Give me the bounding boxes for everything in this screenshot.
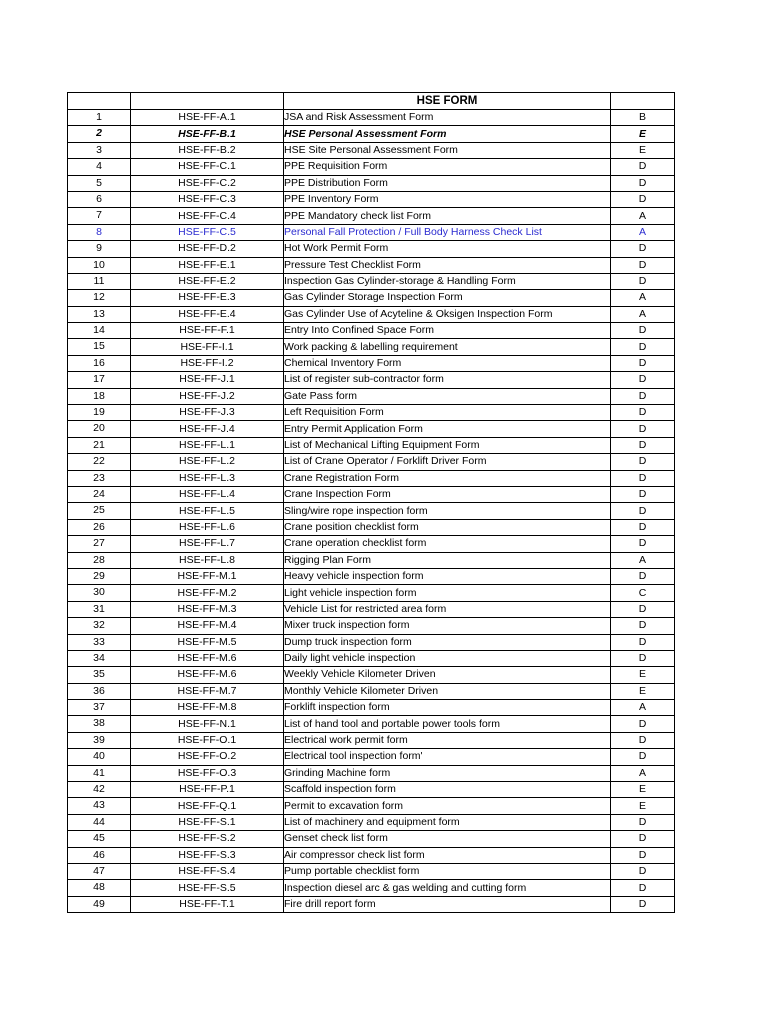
form-category: D — [611, 568, 675, 584]
table-row — [68, 388, 675, 404]
form-name: Genset check list form — [284, 831, 611, 847]
table-row — [68, 273, 675, 289]
form-name: Gate Pass form — [284, 388, 611, 404]
form-category: E — [611, 782, 675, 798]
form-code: HSE-FF-C.1 — [131, 159, 284, 175]
table-row — [68, 568, 675, 584]
table-row — [68, 175, 675, 191]
form-code: HSE-FF-L.2 — [131, 454, 284, 470]
row-number: 42 — [68, 782, 131, 798]
form-code: HSE-FF-L.3 — [131, 470, 284, 486]
form-code: HSE-FF-J.4 — [131, 421, 284, 437]
form-category: D — [611, 437, 675, 453]
form-category: D — [611, 749, 675, 765]
table-row — [68, 618, 675, 634]
form-code: HSE-FF-L.8 — [131, 552, 284, 568]
row-number: 21 — [68, 437, 131, 453]
form-category: D — [611, 519, 675, 535]
form-code: HSE-FF-I.2 — [131, 355, 284, 371]
row-number: 4 — [68, 159, 131, 175]
row-number: 10 — [68, 257, 131, 273]
form-code: HSE-FF-M.3 — [131, 601, 284, 617]
row-number: 16 — [68, 355, 131, 371]
form-category: E — [611, 126, 675, 142]
form-code: HSE-FF-Q.1 — [131, 798, 284, 814]
form-name: Pressure Test Checklist Form — [284, 257, 611, 273]
table-row — [68, 782, 675, 798]
form-category: D — [611, 388, 675, 404]
form-category: A — [611, 306, 675, 322]
form-code: HSE-FF-L.1 — [131, 437, 284, 453]
row-number: 43 — [68, 798, 131, 814]
form-category: D — [611, 863, 675, 879]
row-number: 17 — [68, 372, 131, 388]
table-row — [68, 486, 675, 502]
row-number: 32 — [68, 618, 131, 634]
form-code: HSE-FF-E.3 — [131, 290, 284, 306]
form-code: HSE-FF-S.5 — [131, 880, 284, 896]
form-name: Heavy vehicle inspection form — [284, 568, 611, 584]
form-category: E — [611, 798, 675, 814]
form-code: HSE-FF-B.2 — [131, 142, 284, 158]
table-row — [68, 519, 675, 535]
table-row — [68, 142, 675, 158]
row-number: 11 — [68, 273, 131, 289]
form-name: Electrical tool inspection form' — [284, 749, 611, 765]
row-number: 8 — [68, 224, 131, 240]
table-row — [68, 650, 675, 666]
table-row — [68, 749, 675, 765]
form-name: Crane position checklist form — [284, 519, 611, 535]
form-code: HSE-FF-T.1 — [131, 896, 284, 912]
row-number: 3 — [68, 142, 131, 158]
form-name: Entry Permit Application Form — [284, 421, 611, 437]
form-name: Gas Cylinder Storage Inspection Form — [284, 290, 611, 306]
row-number: 25 — [68, 503, 131, 519]
form-category: E — [611, 683, 675, 699]
form-code: HSE-FF-O.1 — [131, 732, 284, 748]
form-name: Daily light vehicle inspection — [284, 650, 611, 666]
form-code: HSE-FF-P.1 — [131, 782, 284, 798]
row-number: 14 — [68, 323, 131, 339]
form-category: D — [611, 159, 675, 175]
form-code: HSE-FF-C.4 — [131, 208, 284, 224]
table-row — [68, 732, 675, 748]
form-category: D — [611, 880, 675, 896]
form-code: HSE-FF-L.7 — [131, 536, 284, 552]
form-category: D — [611, 831, 675, 847]
table-row — [68, 667, 675, 683]
form-name: Pump portable checklist form — [284, 863, 611, 879]
row-number: 15 — [68, 339, 131, 355]
form-category: D — [611, 618, 675, 634]
row-number: 35 — [68, 667, 131, 683]
row-number: 28 — [68, 552, 131, 568]
row-number: 47 — [68, 863, 131, 879]
form-category: D — [611, 847, 675, 863]
form-category: D — [611, 650, 675, 666]
form-name: List of Mechanical Lifting Equipment Form — [284, 437, 611, 453]
table-row — [68, 585, 675, 601]
form-name: PPE Inventory Form — [284, 191, 611, 207]
form-name: List of Crane Operator / Forklift Driver Form — [284, 454, 611, 470]
form-name: Gas Cylinder Use of Acyteline & Oksigen Inspection Form — [284, 306, 611, 322]
row-number: 24 — [68, 486, 131, 502]
form-name: PPE Requisition Form — [284, 159, 611, 175]
form-category: D — [611, 405, 675, 421]
table-row — [68, 700, 675, 716]
table-row — [68, 552, 675, 568]
row-number: 6 — [68, 191, 131, 207]
form-code: HSE-FF-L.6 — [131, 519, 284, 535]
row-number: 5 — [68, 175, 131, 191]
form-code: HSE-FF-I.1 — [131, 339, 284, 355]
form-code: HSE-FF-O.3 — [131, 765, 284, 781]
row-number: 7 — [68, 208, 131, 224]
row-number: 31 — [68, 601, 131, 617]
form-name: Dump truck inspection form — [284, 634, 611, 650]
table-row — [68, 257, 675, 273]
form-category: D — [611, 454, 675, 470]
form-code: HSE-FF-S.3 — [131, 847, 284, 863]
form-name: PPE Mandatory check list Form — [284, 208, 611, 224]
form-category: D — [611, 634, 675, 650]
header-empty-code — [131, 93, 284, 110]
table-row — [68, 355, 675, 371]
form-category: D — [611, 503, 675, 519]
form-code: HSE-FF-M.1 — [131, 568, 284, 584]
form-category: D — [611, 241, 675, 257]
row-number: 44 — [68, 814, 131, 830]
form-name: Entry Into Confined Space Form — [284, 323, 611, 339]
form-code: HSE-FF-F.1 — [131, 323, 284, 339]
header-empty-category — [611, 93, 675, 110]
form-name: Hot Work Permit Form — [284, 241, 611, 257]
row-number: 36 — [68, 683, 131, 699]
form-name: Sling/wire rope inspection form — [284, 503, 611, 519]
form-category: D — [611, 191, 675, 207]
row-number: 45 — [68, 831, 131, 847]
table-row — [68, 290, 675, 306]
table-row — [68, 437, 675, 453]
form-code: HSE-FF-J.3 — [131, 405, 284, 421]
form-code: HSE-FF-D.2 — [131, 241, 284, 257]
form-code: HSE-FF-M.8 — [131, 700, 284, 716]
row-number: 40 — [68, 749, 131, 765]
form-name: Weekly Vehicle Kilometer Driven — [284, 667, 611, 683]
form-name: Crane Registration Form — [284, 470, 611, 486]
form-name: HSE Site Personal Assessment Form — [284, 142, 611, 158]
row-number: 30 — [68, 585, 131, 601]
row-number: 48 — [68, 880, 131, 896]
form-category: E — [611, 142, 675, 158]
form-name: Personal Fall Protection / Full Body Harness Check List — [284, 224, 611, 240]
form-category: D — [611, 175, 675, 191]
table-row — [68, 601, 675, 617]
form-code: HSE-FF-S.1 — [131, 814, 284, 830]
form-code: HSE-FF-E.4 — [131, 306, 284, 322]
table-row — [68, 241, 675, 257]
row-number: 1 — [68, 110, 131, 126]
row-number: 29 — [68, 568, 131, 584]
table-row — [68, 454, 675, 470]
form-code: HSE-FF-M.4 — [131, 618, 284, 634]
form-category: A — [611, 700, 675, 716]
table-row — [68, 765, 675, 781]
form-category: D — [611, 601, 675, 617]
form-name: Forklift inspection form — [284, 700, 611, 716]
form-name: PPE Distribution Form — [284, 175, 611, 191]
form-code: HSE-FF-C.3 — [131, 191, 284, 207]
form-name: Fire drill report form — [284, 896, 611, 912]
form-name: List of hand tool and portable power tools form — [284, 716, 611, 732]
row-number: 9 — [68, 241, 131, 257]
row-number: 26 — [68, 519, 131, 535]
hse-form-table — [67, 92, 675, 913]
row-number: 34 — [68, 650, 131, 666]
form-code: HSE-FF-L.5 — [131, 503, 284, 519]
form-name: Crane Inspection Form — [284, 486, 611, 502]
row-number: 37 — [68, 700, 131, 716]
table-row — [68, 208, 675, 224]
table-row — [68, 405, 675, 421]
table-header-row — [68, 93, 675, 110]
form-name: JSA and Risk Assessment Form — [284, 110, 611, 126]
form-name: Vehicle List for restricted area form — [284, 601, 611, 617]
form-category: A — [611, 290, 675, 306]
row-number: 49 — [68, 896, 131, 912]
form-name: Air compressor check list form — [284, 847, 611, 863]
row-number: 38 — [68, 716, 131, 732]
form-name: HSE Personal Assessment Form — [284, 126, 611, 142]
table-row — [68, 191, 675, 207]
form-category: D — [611, 716, 675, 732]
form-name: Monthly Vehicle Kilometer Driven — [284, 683, 611, 699]
row-number: 33 — [68, 634, 131, 650]
form-code: HSE-FF-M.7 — [131, 683, 284, 699]
table-row — [68, 716, 675, 732]
table-row — [68, 224, 675, 240]
form-category: D — [611, 896, 675, 912]
table-row — [68, 339, 675, 355]
table-row — [68, 831, 675, 847]
form-category: A — [611, 552, 675, 568]
header-empty-no — [68, 93, 131, 110]
form-code: HSE-FF-E.1 — [131, 257, 284, 273]
form-name: Work packing & labelling requirement — [284, 339, 611, 355]
form-category: D — [611, 470, 675, 486]
table-row — [68, 372, 675, 388]
row-number: 18 — [68, 388, 131, 404]
form-code: HSE-FF-B.1 — [131, 126, 284, 142]
form-code: HSE-FF-O.2 — [131, 749, 284, 765]
form-category: D — [611, 421, 675, 437]
form-category: D — [611, 355, 675, 371]
form-name: Rigging Plan Form — [284, 552, 611, 568]
form-code: HSE-FF-A.1 — [131, 110, 284, 126]
form-category: D — [611, 814, 675, 830]
row-number: 41 — [68, 765, 131, 781]
form-category: D — [611, 372, 675, 388]
form-code: HSE-FF-C.2 — [131, 175, 284, 191]
form-code: HSE-FF-M.5 — [131, 634, 284, 650]
form-code: HSE-FF-M.6 — [131, 650, 284, 666]
row-number: 13 — [68, 306, 131, 322]
form-category: D — [611, 732, 675, 748]
table-title: HSE FORM — [284, 93, 611, 110]
form-code: HSE-FF-E.2 — [131, 273, 284, 289]
form-code: HSE-FF-M.2 — [131, 585, 284, 601]
form-category: D — [611, 536, 675, 552]
table-row — [68, 683, 675, 699]
table-row — [68, 863, 675, 879]
row-number: 22 — [68, 454, 131, 470]
table-row — [68, 536, 675, 552]
table-row — [68, 503, 675, 519]
form-category: D — [611, 486, 675, 502]
form-name: Chemical Inventory Form — [284, 355, 611, 371]
form-code: HSE-FF-N.1 — [131, 716, 284, 732]
row-number: 12 — [68, 290, 131, 306]
table-row — [68, 880, 675, 896]
table-row — [68, 323, 675, 339]
form-code: HSE-FF-S.4 — [131, 863, 284, 879]
form-name: Mixer truck inspection form — [284, 618, 611, 634]
row-number: 20 — [68, 421, 131, 437]
row-number: 23 — [68, 470, 131, 486]
row-number: 2 — [68, 126, 131, 142]
form-code: HSE-FF-C.5 — [131, 224, 284, 240]
form-name: Light vehicle inspection form — [284, 585, 611, 601]
form-name: Scaffold inspection form — [284, 782, 611, 798]
form-name: Grinding Machine form — [284, 765, 611, 781]
form-name: Permit to excavation form — [284, 798, 611, 814]
form-category: D — [611, 323, 675, 339]
form-code: HSE-FF-L.4 — [131, 486, 284, 502]
form-name: List of machinery and equipment form — [284, 814, 611, 830]
table-row — [68, 847, 675, 863]
row-number: 27 — [68, 536, 131, 552]
row-number: 19 — [68, 405, 131, 421]
table-row — [68, 126, 675, 142]
form-category: E — [611, 667, 675, 683]
table-row — [68, 470, 675, 486]
table-body — [68, 110, 675, 913]
table-row — [68, 159, 675, 175]
form-name: Left Requisition Form — [284, 405, 611, 421]
table-row — [68, 634, 675, 650]
form-category: D — [611, 339, 675, 355]
form-code: HSE-FF-M.6 — [131, 667, 284, 683]
row-number: 46 — [68, 847, 131, 863]
form-name: List of register sub-contractor form — [284, 372, 611, 388]
form-category: D — [611, 273, 675, 289]
table-row — [68, 896, 675, 912]
form-category: C — [611, 585, 675, 601]
table-row — [68, 110, 675, 126]
form-category: B — [611, 110, 675, 126]
form-code: HSE-FF-J.2 — [131, 388, 284, 404]
form-category: A — [611, 224, 675, 240]
row-number: 39 — [68, 732, 131, 748]
form-category: A — [611, 765, 675, 781]
form-name: Inspection Gas Cylinder-storage & Handling Form — [284, 273, 611, 289]
form-category: A — [611, 208, 675, 224]
form-code: HSE-FF-J.1 — [131, 372, 284, 388]
form-name: Crane operation checklist form — [284, 536, 611, 552]
table-row — [68, 814, 675, 830]
form-name: Inspection diesel arc & gas welding and cutting form — [284, 880, 611, 896]
table-row — [68, 421, 675, 437]
form-category: D — [611, 257, 675, 273]
table-row — [68, 306, 675, 322]
form-name: Electrical work permit form — [284, 732, 611, 748]
table-row — [68, 798, 675, 814]
form-code: HSE-FF-S.2 — [131, 831, 284, 847]
